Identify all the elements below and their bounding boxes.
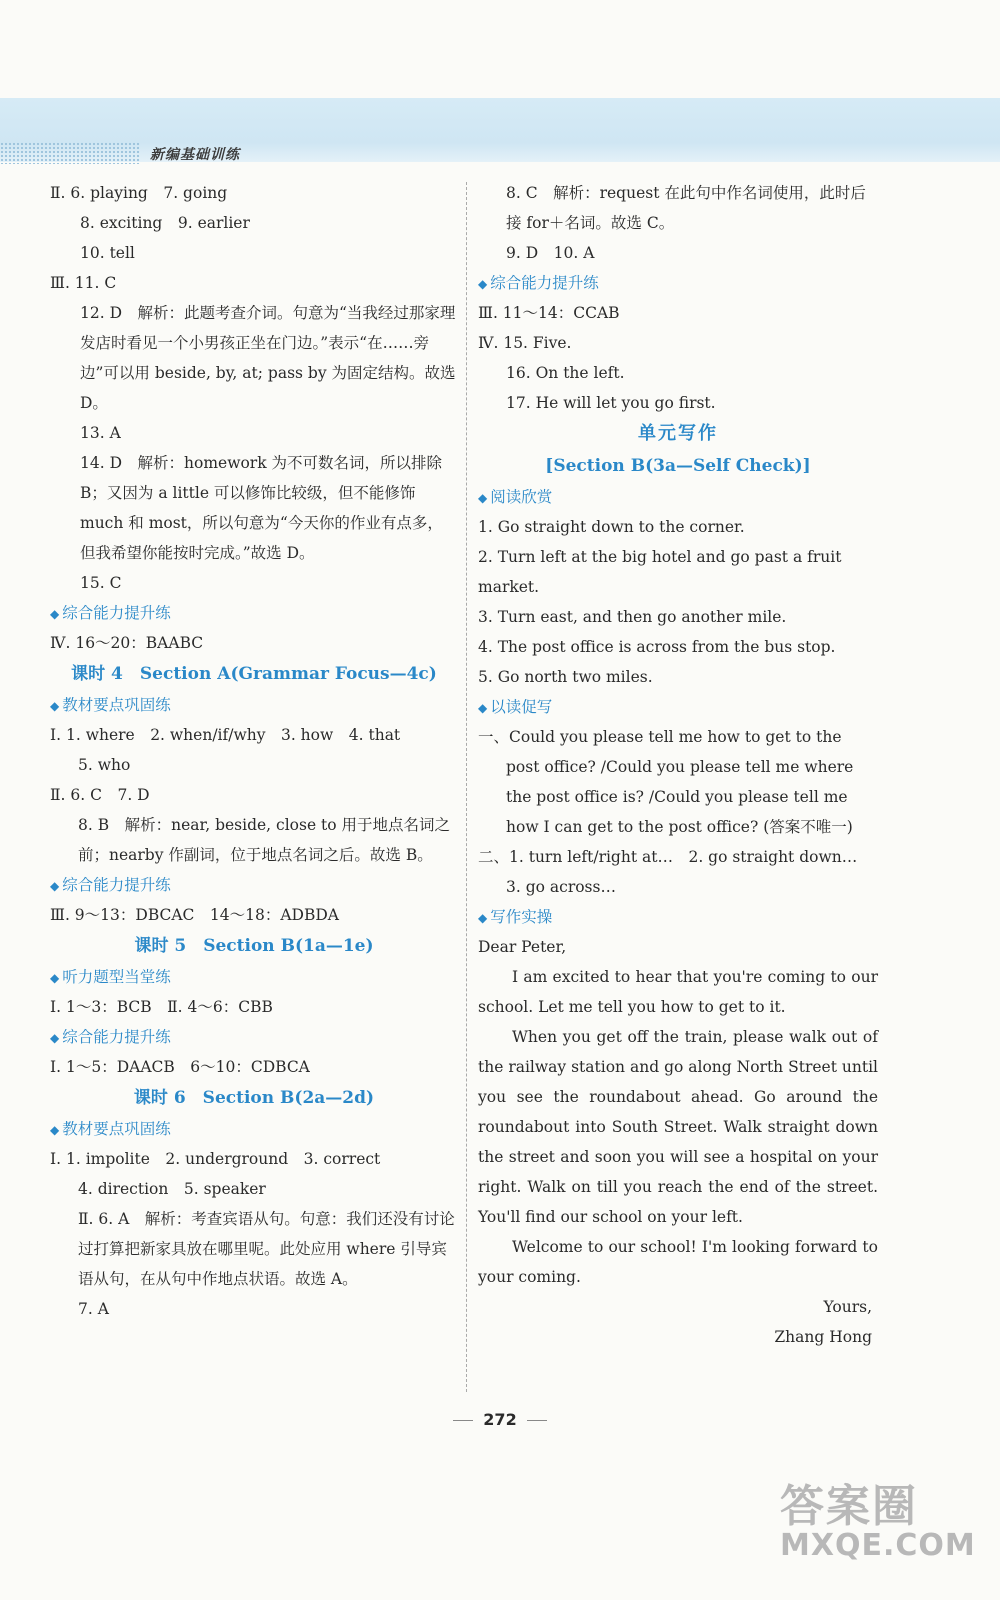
answer-line: 3. Turn east, and then go another mile. — [478, 608, 787, 626]
answer-line: Ⅱ. 6. playing 7. going — [50, 184, 228, 202]
section-header: ◆ 以读促写 — [478, 698, 553, 716]
answer-line: 5. who — [78, 756, 131, 774]
answer-explanation: Ⅱ. 6. A 解析：考查宾语从句。句意：我们还没有讨论过打算把新家具放在哪里呢。此处应用 where 引导宾语从句，在从句中作地点状语。故选 A。 — [78, 1210, 455, 1288]
answer-line: 4. The post office is across from the bus stop. — [478, 638, 836, 656]
section-header: ◆ 听力题型当堂练 — [50, 968, 171, 986]
watermark-url: MXQE.COM — [780, 1528, 976, 1563]
section-header: ◆ 综合能力提升练 — [50, 876, 171, 894]
diamond-icon: ◆ — [50, 1031, 60, 1045]
answer-line: 3. go across… — [506, 878, 616, 896]
answer-line: 15. C — [80, 574, 122, 592]
diamond-icon: ◆ — [50, 607, 60, 621]
page-number: 272 — [0, 1410, 1000, 1429]
section-header: ◆ 教材要点巩固练 — [50, 696, 171, 714]
answer-line: 9. D 10. A — [506, 244, 595, 262]
diamond-icon: ◆ — [50, 1123, 60, 1137]
watermark-logo — [780, 1470, 990, 1590]
letter-closing: Yours, — [823, 1298, 872, 1316]
letter-salutation: Dear Peter, — [478, 938, 567, 956]
diamond-icon: ◆ — [478, 277, 488, 291]
answer-line: 7. A — [78, 1300, 109, 1318]
section-title: [Section B(3a—Self Check)] — [545, 456, 811, 476]
header-title: 新编基础训练 — [150, 147, 240, 163]
answer-line: Ⅰ. 1. impolite 2. underground 3. correct — [50, 1150, 381, 1168]
section-header: ◆ 教材要点巩固练 — [50, 1120, 171, 1138]
answer-line: Ⅰ. 1～5：DAACB 6～10：CDBCA — [50, 1058, 310, 1076]
letter-paragraph: When you get off the train, please walk out of the railway station and go along North Street until you see the roundabout ahead. Go around the roundabout into South Street. Walk straight down the street and soon you will see a hospital on your right. Walk on till you reach the end of the street. You'll find our school on your left. — [478, 1028, 878, 1226]
column-divider — [466, 182, 467, 1392]
answer-line: Ⅰ. 1～3：BCB Ⅱ. 4～6：CBB — [50, 998, 273, 1016]
diamond-icon: ◆ — [50, 699, 60, 713]
section-header: ◆ 综合能力提升练 — [50, 604, 171, 622]
diamond-icon: ◆ — [50, 971, 60, 985]
answer-line: 13. A — [80, 424, 121, 442]
section-header: ◆ 写作实操 — [478, 908, 553, 926]
diamond-icon: ◆ — [478, 491, 488, 505]
unit-title: 单元写作 — [638, 423, 718, 444]
lesson-title: 课时 4 Section A(Grammar Focus—4c) — [71, 664, 437, 684]
diamond-icon: ◆ — [50, 879, 60, 893]
answer-line: Ⅲ. 9～13：DBCAC 14～18：ADBDA — [50, 906, 339, 924]
watermark-text: 答案圈 — [780, 1481, 918, 1532]
answer-line: Ⅲ. 11. C — [50, 274, 117, 292]
letter-signature: Zhang Hong — [774, 1328, 872, 1346]
answer-line: 1. Go straight down to the corner. — [478, 518, 745, 536]
letter-paragraph: Welcome to our school! I'm looking forward to your coming. — [478, 1238, 878, 1286]
answer-line: 二、1. turn left/right at… 2. go straight down… — [478, 848, 858, 866]
answer-line: 2. Turn left at the big hotel and go past a fruit market. — [478, 548, 842, 596]
section-header: ◆ 阅读欣赏 — [478, 488, 553, 506]
letter-paragraph: I am excited to hear that you're coming to our school. Let me tell you how to get to it. — [478, 968, 878, 1016]
answer-line: 16. On the left. — [506, 364, 625, 382]
answer-explanation: 14. D 解析：homework 为不可数名词，所以排除 B；又因为 a little 可以修饰比较级，但不能修饰 much 和 most，所以句意为“今天你的作业有点多，但我希望你能按时完成。”故选 D。 — [80, 454, 443, 562]
lesson-title: 课时 6 Section B(2a—2d) — [133, 1088, 375, 1108]
header-dots — [0, 142, 140, 164]
answer-line: 8. exciting 9. earlier — [80, 214, 250, 232]
left-column — [50, 178, 458, 1324]
answer-line: Ⅳ. 16～20：BAABC — [50, 634, 204, 652]
section-header: ◆ 综合能力提升练 — [478, 274, 599, 292]
answer-explanation: 8. C 解析：request 在此句中作名词使用，此时后接 for＋名词。故选 C。 — [506, 184, 866, 232]
diamond-icon: ◆ — [478, 911, 488, 925]
answer-line: 17. He will let you go first. — [506, 394, 716, 412]
answer-line: Ⅳ. 15. Five. — [478, 334, 572, 352]
answer-line: Ⅲ. 11～14：CCAB — [478, 304, 620, 322]
lesson-title: 课时 5 Section B(1a—1e) — [134, 936, 374, 956]
answer-line: 4. direction 5. speaker — [78, 1180, 266, 1198]
answer-line: 5. Go north two miles. — [478, 668, 653, 686]
answer-line: 10. tell — [80, 244, 135, 262]
answer-paragraph: 一、Could you please tell me how to get to the post office? /Could you please tell me where the post office is? /Could you please tell me how I can get to the post office? (答案不唯一) — [478, 728, 854, 836]
answer-explanation: 12. D 解析：此题考查介词。句意为“当我经过那家理发店时看见一个小男孩正坐在门边。”表示“在……旁边”可以用 beside, by, at; pass by 为固定结构。故选 D。 — [80, 304, 456, 412]
right-column — [478, 178, 878, 1352]
answer-line: Ⅱ. 6. C 7. D — [50, 786, 150, 804]
section-header: ◆ 综合能力提升练 — [50, 1028, 171, 1046]
diamond-icon: ◆ — [478, 701, 488, 715]
answer-line: Ⅰ. 1. where 2. when/if/why 3. how 4. that — [50, 726, 401, 744]
answer-explanation: 8. B 解析：near, beside, close to 用于地点名词之前；nearby 作副词，位于地点名词之后。故选 B。 — [78, 816, 451, 864]
